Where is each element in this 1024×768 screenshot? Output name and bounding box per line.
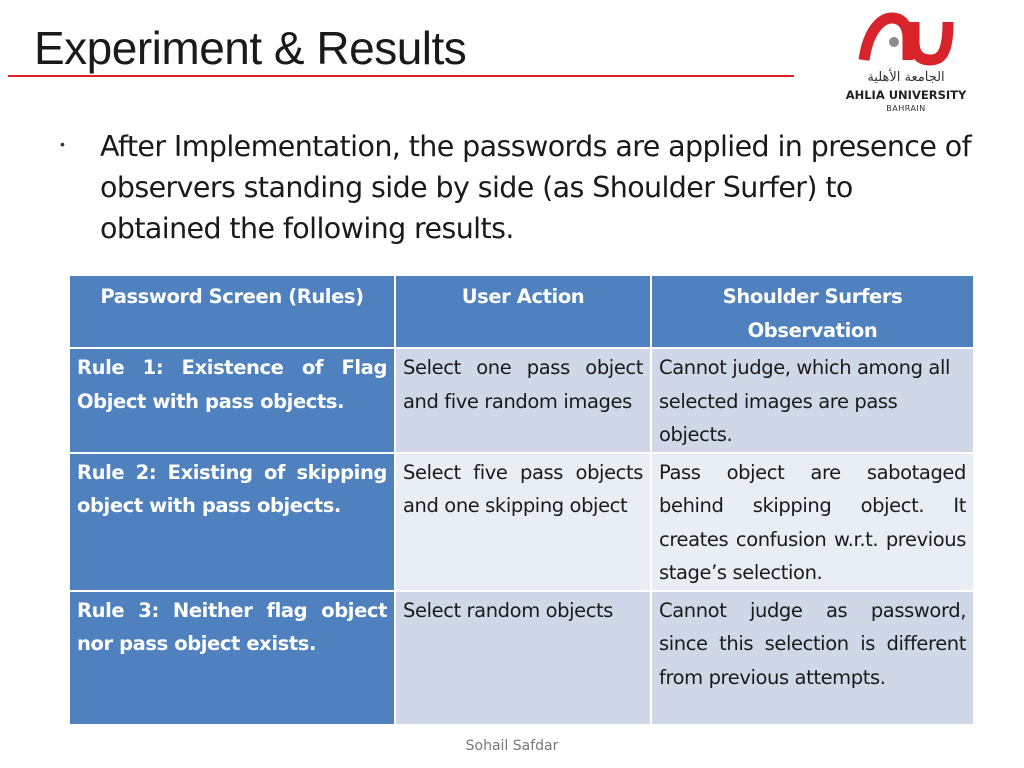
table-row xyxy=(69,591,974,725)
table-header-row xyxy=(69,275,974,348)
action-cell: Select five pass objects and one skipping object xyxy=(395,453,651,591)
action-cell: Select random objects xyxy=(395,591,651,725)
slide-title: Experiment & Results xyxy=(34,22,467,74)
header-observation: Shoulder Surfers Observation xyxy=(651,275,974,348)
observation-cell: Cannot judge as password, since this selection is different from previous attempts. xyxy=(651,591,974,725)
rule-cell: Rule 2: Existing of skipping object with pass objects. xyxy=(69,453,395,591)
table-row xyxy=(69,453,974,591)
observation-cell: Cannot judge, which among all selected images are pass objects. xyxy=(651,348,974,453)
header-password-screen: Password Screen (Rules) xyxy=(69,275,395,348)
rule-cell: Rule 1: Existence of Flag Object with pass objects. xyxy=(69,348,395,453)
action-cell: Select one pass object and five random images xyxy=(395,348,651,453)
logo-arabic-name: الجامعة الأهلية xyxy=(867,70,945,85)
logo-english-name: AHLIA UNIVERSITY xyxy=(845,88,967,102)
header-user-action: User Action xyxy=(395,275,651,348)
bullet-text: After Implementation, the passwords are applied in presence of observers standing side by side (as Shoulder Surfer) to obtained the following results. xyxy=(100,130,972,245)
observation-cell: Pass object are sabotaged behind skipping object. It creates confusion w.r.t. previous stage’s selection. xyxy=(651,453,974,591)
logo-country: BAHRAIN xyxy=(886,104,926,113)
title-underline xyxy=(8,75,794,77)
footer-author: Sohail Safdar xyxy=(465,738,559,754)
bullet-marker: • xyxy=(60,136,65,152)
university-logo xyxy=(836,12,976,114)
results-table xyxy=(68,274,975,726)
table-row xyxy=(69,348,974,453)
logo-mark-icon xyxy=(858,12,954,68)
rule-cell: Rule 3: Neither flag object nor pass object exists. xyxy=(69,591,395,725)
